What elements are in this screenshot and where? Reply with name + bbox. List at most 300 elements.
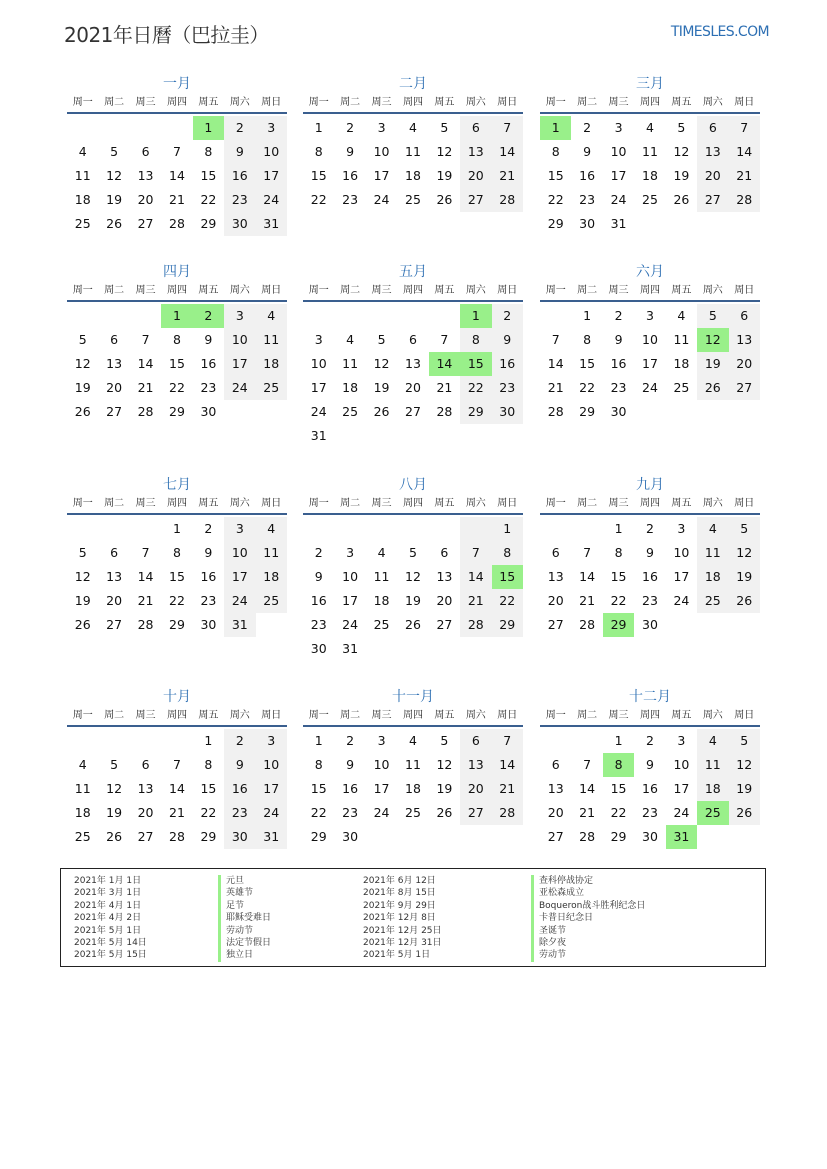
day-cell[interactable]: 12 <box>436 757 453 772</box>
day-cell[interactable]: 3 <box>646 308 654 323</box>
day-cell[interactable]: 17 <box>642 356 658 371</box>
day-cell[interactable]: 24 <box>373 192 390 207</box>
day-cell[interactable]: 29 <box>200 216 217 231</box>
day-cell[interactable]: 20 <box>729 352 760 376</box>
day-cell[interactable]: 22 <box>200 192 217 207</box>
day-cell[interactable]: 14 <box>169 781 185 796</box>
day-cell[interactable]: 20 <box>547 593 564 608</box>
day-cell[interactable]: 8 <box>204 144 213 159</box>
day-cell[interactable]: 19 <box>74 593 91 608</box>
day-cell[interactable]: 29 <box>310 829 327 844</box>
day-cell[interactable]: 1 <box>614 733 623 748</box>
day-cell[interactable]: 4 <box>409 120 417 135</box>
day-cell[interactable]: 23 <box>642 593 658 608</box>
day-cell[interactable]: 18 <box>74 192 91 207</box>
day-cell[interactable]: 21 <box>436 380 453 395</box>
day-cell[interactable]: 22 <box>610 593 627 608</box>
day-cell[interactable]: 2 <box>346 733 355 748</box>
day-cell[interactable]: 16 <box>224 164 255 188</box>
day-cell[interactable]: 19 <box>673 168 690 183</box>
day-cell[interactable]: 12 <box>729 753 760 777</box>
day-cell[interactable]: 23 <box>224 801 255 825</box>
day-cell[interactable]: 31 <box>310 428 327 443</box>
day-cell[interactable]: 24 <box>610 192 627 207</box>
day-cell[interactable]: 5 <box>440 733 449 748</box>
day-cell[interactable]: 8 <box>583 332 592 347</box>
day-cell[interactable]: 20 <box>460 777 491 801</box>
day-cell[interactable]: 14 <box>137 356 154 371</box>
day-cell[interactable]: 4 <box>256 517 287 541</box>
day-cell[interactable]: 20 <box>106 593 123 608</box>
day-cell[interactable]: 26 <box>74 617 91 632</box>
day-cell[interactable]: 7 <box>141 332 150 347</box>
day-cell[interactable]: 4 <box>697 729 728 753</box>
day-cell[interactable]: 2 <box>583 120 592 135</box>
day-cell[interactable]: 4 <box>646 120 654 135</box>
day-cell[interactable]: 28 <box>492 188 523 212</box>
day-cell[interactable]: 13 <box>460 140 491 164</box>
day-cell[interactable]: 3 <box>377 120 386 135</box>
day-cell[interactable]: 30 <box>310 641 327 656</box>
day-cell[interactable]: 26 <box>74 404 91 419</box>
holiday-day[interactable]: 29 <box>603 613 634 637</box>
day-cell[interactable]: 11 <box>373 569 390 584</box>
day-cell[interactable]: 9 <box>614 332 623 347</box>
day-cell[interactable]: 27 <box>106 404 123 419</box>
day-cell[interactable]: 16 <box>642 781 658 796</box>
day-cell[interactable]: 23 <box>342 192 359 207</box>
day-cell[interactable]: 10 <box>310 356 327 371</box>
day-cell[interactable]: 17 <box>373 168 390 183</box>
day-cell[interactable]: 18 <box>697 565 728 589</box>
day-cell[interactable]: 20 <box>137 192 154 207</box>
day-cell[interactable]: 26 <box>373 404 390 419</box>
day-cell[interactable]: 7 <box>173 144 181 159</box>
day-cell[interactable]: 24 <box>224 376 255 400</box>
day-cell[interactable]: 20 <box>460 164 491 188</box>
day-cell[interactable]: 14 <box>492 753 523 777</box>
day-cell[interactable]: 18 <box>256 352 287 376</box>
day-cell[interactable]: 13 <box>137 168 154 183</box>
day-cell[interactable]: 1 <box>204 733 213 748</box>
day-cell[interactable]: 28 <box>137 617 154 632</box>
day-cell[interactable]: 1 <box>173 521 181 536</box>
day-cell[interactable]: 8 <box>551 144 560 159</box>
day-cell[interactable]: 5 <box>409 545 417 560</box>
day-cell[interactable]: 19 <box>729 777 760 801</box>
day-cell[interactable]: 8 <box>314 144 323 159</box>
day-cell[interactable]: 8 <box>173 545 181 560</box>
day-cell[interactable]: 25 <box>342 404 359 419</box>
day-cell[interactable]: 21 <box>460 589 491 613</box>
day-cell[interactable]: 19 <box>729 565 760 589</box>
day-cell[interactable]: 9 <box>646 545 654 560</box>
day-cell[interactable]: 21 <box>547 380 564 395</box>
day-cell[interactable]: 20 <box>547 805 564 820</box>
day-cell[interactable]: 25 <box>642 192 658 207</box>
holiday-day[interactable]: 15 <box>492 565 523 589</box>
day-cell[interactable]: 30 <box>579 216 596 231</box>
day-cell[interactable]: 15 <box>310 781 327 796</box>
day-cell[interactable]: 16 <box>200 356 217 371</box>
day-cell[interactable]: 6 <box>697 116 728 140</box>
day-cell[interactable]: 15 <box>200 168 217 183</box>
day-cell[interactable]: 5 <box>677 120 686 135</box>
day-cell[interactable]: 4 <box>409 733 417 748</box>
day-cell[interactable]: 12 <box>74 356 91 371</box>
day-cell[interactable]: 11 <box>256 328 287 352</box>
day-cell[interactable]: 13 <box>436 569 453 584</box>
day-cell[interactable]: 26 <box>106 829 123 844</box>
day-cell[interactable]: 15 <box>169 356 185 371</box>
day-cell[interactable]: 23 <box>200 380 217 395</box>
day-cell[interactable]: 21 <box>579 805 596 820</box>
day-cell[interactable]: 2 <box>204 521 213 536</box>
day-cell[interactable]: 26 <box>697 376 728 400</box>
day-cell[interactable]: 6 <box>409 332 417 347</box>
day-cell[interactable]: 26 <box>405 617 421 632</box>
day-cell[interactable]: 23 <box>342 805 359 820</box>
day-cell[interactable]: 26 <box>729 801 760 825</box>
day-cell[interactable]: 5 <box>110 144 119 159</box>
day-cell[interactable]: 6 <box>110 332 119 347</box>
day-cell[interactable]: 10 <box>224 328 255 352</box>
day-cell[interactable]: 26 <box>436 805 453 820</box>
day-cell[interactable]: 19 <box>373 380 390 395</box>
day-cell[interactable]: 27 <box>436 617 453 632</box>
day-cell[interactable]: 13 <box>405 356 421 371</box>
day-cell[interactable]: 8 <box>314 757 323 772</box>
day-cell[interactable]: 2 <box>224 729 255 753</box>
day-cell[interactable]: 25 <box>256 376 287 400</box>
day-cell[interactable]: 29 <box>200 829 217 844</box>
day-cell[interactable]: 23 <box>579 192 596 207</box>
day-cell[interactable]: 3 <box>377 733 386 748</box>
day-cell[interactable]: 16 <box>310 593 327 608</box>
day-cell[interactable]: 4 <box>377 545 386 560</box>
day-cell[interactable]: 11 <box>74 781 91 796</box>
day-cell[interactable]: 13 <box>547 781 564 796</box>
day-cell[interactable]: 11 <box>405 757 421 772</box>
day-cell[interactable]: 15 <box>610 569 627 584</box>
day-cell[interactable]: 30 <box>224 212 255 236</box>
day-cell[interactable]: 6 <box>110 545 119 560</box>
day-cell[interactable]: 7 <box>460 541 491 565</box>
holiday-day[interactable]: 1 <box>540 116 571 140</box>
day-cell[interactable]: 21 <box>137 593 154 608</box>
day-cell[interactable]: 24 <box>310 404 327 419</box>
day-cell[interactable]: 16 <box>200 569 217 584</box>
day-cell[interactable]: 17 <box>373 781 390 796</box>
day-cell[interactable]: 2 <box>614 308 623 323</box>
day-cell[interactable]: 17 <box>342 593 359 608</box>
day-cell[interactable]: 25 <box>74 829 91 844</box>
day-cell[interactable]: 4 <box>346 332 355 347</box>
day-cell[interactable]: 24 <box>224 589 255 613</box>
day-cell[interactable]: 2 <box>346 120 355 135</box>
day-cell[interactable]: 17 <box>673 569 690 584</box>
day-cell[interactable]: 9 <box>492 328 523 352</box>
day-cell[interactable]: 20 <box>436 593 453 608</box>
day-cell[interactable]: 10 <box>224 541 255 565</box>
day-cell[interactable]: 17 <box>224 565 255 589</box>
day-cell[interactable]: 10 <box>610 144 627 159</box>
day-cell[interactable]: 24 <box>256 801 287 825</box>
day-cell[interactable]: 7 <box>173 757 181 772</box>
holiday-day[interactable]: 25 <box>697 801 728 825</box>
day-cell[interactable]: 30 <box>200 617 217 632</box>
day-cell[interactable]: 18 <box>405 781 421 796</box>
day-cell[interactable]: 8 <box>614 545 623 560</box>
day-cell[interactable]: 22 <box>310 192 327 207</box>
day-cell[interactable]: 31 <box>256 825 287 849</box>
day-cell[interactable]: 5 <box>78 332 87 347</box>
day-cell[interactable]: 29 <box>169 617 185 632</box>
day-cell[interactable]: 28 <box>729 188 760 212</box>
day-cell[interactable]: 21 <box>137 380 154 395</box>
day-cell[interactable]: 18 <box>673 356 690 371</box>
day-cell[interactable]: 10 <box>373 144 390 159</box>
day-cell[interactable]: 16 <box>579 168 596 183</box>
day-cell[interactable]: 17 <box>224 352 255 376</box>
day-cell[interactable]: 29 <box>610 829 627 844</box>
day-cell[interactable]: 28 <box>492 801 523 825</box>
day-cell[interactable]: 9 <box>583 144 592 159</box>
day-cell[interactable]: 19 <box>74 380 91 395</box>
day-cell[interactable]: 19 <box>697 352 728 376</box>
day-cell[interactable]: 22 <box>460 376 491 400</box>
day-cell[interactable]: 23 <box>492 376 523 400</box>
day-cell[interactable]: 11 <box>642 144 658 159</box>
day-cell[interactable]: 29 <box>492 613 523 637</box>
day-cell[interactable]: 11 <box>673 332 690 347</box>
day-cell[interactable]: 28 <box>169 829 185 844</box>
day-cell[interactable]: 13 <box>697 140 728 164</box>
day-cell[interactable]: 25 <box>405 192 421 207</box>
day-cell[interactable]: 15 <box>547 168 564 183</box>
day-cell[interactable]: 22 <box>610 805 627 820</box>
day-cell[interactable]: 2 <box>646 733 654 748</box>
holiday-day[interactable]: 12 <box>697 328 728 352</box>
day-cell[interactable]: 27 <box>547 617 564 632</box>
day-cell[interactable]: 30 <box>342 829 359 844</box>
day-cell[interactable]: 14 <box>579 569 596 584</box>
day-cell[interactable]: 30 <box>224 825 255 849</box>
day-cell[interactable]: 12 <box>106 781 123 796</box>
day-cell[interactable]: 27 <box>137 829 154 844</box>
day-cell[interactable]: 27 <box>460 801 491 825</box>
day-cell[interactable]: 2 <box>646 521 654 536</box>
day-cell[interactable]: 6 <box>141 757 150 772</box>
day-cell[interactable]: 18 <box>373 593 390 608</box>
day-cell[interactable]: 23 <box>224 188 255 212</box>
day-cell[interactable]: 10 <box>256 753 287 777</box>
day-cell[interactable]: 16 <box>342 781 359 796</box>
day-cell[interactable]: 5 <box>697 304 728 328</box>
day-cell[interactable]: 24 <box>673 593 690 608</box>
day-cell[interactable]: 13 <box>547 569 564 584</box>
day-cell[interactable]: 27 <box>547 829 564 844</box>
holiday-day[interactable]: 8 <box>603 753 634 777</box>
day-cell[interactable]: 16 <box>342 168 359 183</box>
day-cell[interactable]: 15 <box>200 781 217 796</box>
day-cell[interactable]: 27 <box>460 188 491 212</box>
day-cell[interactable]: 3 <box>224 304 255 328</box>
day-cell[interactable]: 25 <box>373 617 390 632</box>
day-cell[interactable]: 23 <box>310 617 327 632</box>
day-cell[interactable]: 31 <box>342 641 359 656</box>
day-cell[interactable]: 6 <box>551 757 560 772</box>
day-cell[interactable]: 9 <box>204 332 213 347</box>
day-cell[interactable]: 9 <box>224 140 255 164</box>
holiday-day[interactable]: 1 <box>161 304 192 328</box>
day-cell[interactable]: 10 <box>642 332 658 347</box>
day-cell[interactable]: 18 <box>342 380 359 395</box>
day-cell[interactable]: 3 <box>224 517 255 541</box>
day-cell[interactable]: 21 <box>729 164 760 188</box>
day-cell[interactable]: 11 <box>697 753 728 777</box>
day-cell[interactable]: 14 <box>137 569 154 584</box>
day-cell[interactable]: 9 <box>204 545 213 560</box>
day-cell[interactable]: 7 <box>551 332 560 347</box>
day-cell[interactable]: 27 <box>697 188 728 212</box>
day-cell[interactable]: 30 <box>642 617 658 632</box>
day-cell[interactable]: 22 <box>492 589 523 613</box>
day-cell[interactable]: 5 <box>78 545 87 560</box>
day-cell[interactable]: 18 <box>256 565 287 589</box>
day-cell[interactable]: 13 <box>106 569 123 584</box>
day-cell[interactable]: 17 <box>310 380 327 395</box>
day-cell[interactable]: 25 <box>697 589 728 613</box>
day-cell[interactable]: 8 <box>173 332 181 347</box>
day-cell[interactable]: 25 <box>673 380 690 395</box>
day-cell[interactable]: 22 <box>579 380 596 395</box>
day-cell[interactable]: 1 <box>492 517 523 541</box>
day-cell[interactable]: 13 <box>137 781 154 796</box>
day-cell[interactable]: 4 <box>78 144 87 159</box>
day-cell[interactable]: 7 <box>440 332 449 347</box>
day-cell[interactable]: 8 <box>492 541 523 565</box>
day-cell[interactable]: 31 <box>224 613 255 637</box>
day-cell[interactable]: 8 <box>204 757 213 772</box>
day-cell[interactable]: 19 <box>405 593 421 608</box>
day-cell[interactable]: 19 <box>436 781 453 796</box>
day-cell[interactable]: 3 <box>346 545 355 560</box>
day-cell[interactable]: 11 <box>342 356 359 371</box>
day-cell[interactable]: 25 <box>74 216 91 231</box>
day-cell[interactable]: 12 <box>106 168 123 183</box>
day-cell[interactable]: 30 <box>642 829 658 844</box>
day-cell[interactable]: 28 <box>579 617 596 632</box>
day-cell[interactable]: 13 <box>106 356 123 371</box>
day-cell[interactable]: 7 <box>583 757 592 772</box>
holiday-day[interactable]: 2 <box>193 304 224 328</box>
day-cell[interactable]: 13 <box>729 328 760 352</box>
day-cell[interactable]: 26 <box>673 192 690 207</box>
day-cell[interactable]: 14 <box>492 140 523 164</box>
day-cell[interactable]: 30 <box>610 404 627 419</box>
day-cell[interactable]: 31 <box>610 216 627 231</box>
day-cell[interactable]: 6 <box>729 304 760 328</box>
day-cell[interactable]: 7 <box>141 545 150 560</box>
day-cell[interactable]: 5 <box>377 332 386 347</box>
day-cell[interactable]: 19 <box>106 805 123 820</box>
day-cell[interactable]: 28 <box>137 404 154 419</box>
day-cell[interactable]: 26 <box>729 589 760 613</box>
day-cell[interactable]: 16 <box>224 777 255 801</box>
day-cell[interactable]: 19 <box>106 192 123 207</box>
day-cell[interactable]: 21 <box>579 593 596 608</box>
day-cell[interactable]: 11 <box>256 541 287 565</box>
day-cell[interactable]: 9 <box>346 144 355 159</box>
day-cell[interactable]: 20 <box>106 380 123 395</box>
day-cell[interactable]: 4 <box>677 308 686 323</box>
day-cell[interactable]: 4 <box>78 757 87 772</box>
day-cell[interactable]: 8 <box>460 328 491 352</box>
day-cell[interactable]: 3 <box>314 332 323 347</box>
day-cell[interactable]: 28 <box>579 829 596 844</box>
day-cell[interactable]: 5 <box>729 729 760 753</box>
day-cell[interactable]: 28 <box>547 404 564 419</box>
holiday-day[interactable]: 14 <box>429 352 460 376</box>
day-cell[interactable]: 28 <box>436 404 453 419</box>
day-cell[interactable]: 14 <box>547 356 564 371</box>
day-cell[interactable]: 14 <box>729 140 760 164</box>
day-cell[interactable]: 10 <box>373 757 390 772</box>
day-cell[interactable]: 29 <box>579 404 596 419</box>
day-cell[interactable]: 9 <box>314 569 323 584</box>
day-cell[interactable]: 25 <box>405 805 421 820</box>
day-cell[interactable]: 10 <box>342 569 359 584</box>
day-cell[interactable]: 3 <box>677 733 686 748</box>
day-cell[interactable]: 1 <box>314 120 323 135</box>
day-cell[interactable]: 24 <box>256 188 287 212</box>
day-cell[interactable]: 24 <box>342 617 359 632</box>
day-cell[interactable]: 26 <box>436 192 453 207</box>
day-cell[interactable]: 24 <box>373 805 390 820</box>
day-cell[interactable]: 21 <box>492 777 523 801</box>
day-cell[interactable]: 18 <box>642 168 658 183</box>
day-cell[interactable]: 5 <box>729 517 760 541</box>
day-cell[interactable]: 27 <box>729 376 760 400</box>
day-cell[interactable]: 11 <box>405 144 421 159</box>
day-cell[interactable]: 20 <box>405 380 421 395</box>
day-cell[interactable]: 4 <box>256 304 287 328</box>
day-cell[interactable]: 27 <box>106 617 123 632</box>
day-cell[interactable]: 1 <box>614 521 623 536</box>
day-cell[interactable]: 22 <box>547 192 564 207</box>
day-cell[interactable]: 14 <box>169 168 185 183</box>
day-cell[interactable]: 22 <box>169 593 185 608</box>
day-cell[interactable]: 18 <box>697 777 728 801</box>
day-cell[interactable]: 20 <box>137 805 154 820</box>
day-cell[interactable]: 14 <box>460 565 491 589</box>
day-cell[interactable]: 3 <box>677 521 686 536</box>
holiday-day[interactable]: 1 <box>193 116 224 140</box>
day-cell[interactable]: 3 <box>256 729 287 753</box>
day-cell[interactable]: 18 <box>405 168 421 183</box>
day-cell[interactable]: 6 <box>551 545 560 560</box>
day-cell[interactable]: 12 <box>729 541 760 565</box>
day-cell[interactable]: 5 <box>440 120 449 135</box>
day-cell[interactable]: 21 <box>169 192 185 207</box>
day-cell[interactable]: 12 <box>373 356 390 371</box>
day-cell[interactable]: 12 <box>436 144 453 159</box>
day-cell[interactable]: 9 <box>646 757 654 772</box>
day-cell[interactable]: 29 <box>547 216 564 231</box>
day-cell[interactable]: 1 <box>314 733 323 748</box>
day-cell[interactable]: 2 <box>314 545 323 560</box>
